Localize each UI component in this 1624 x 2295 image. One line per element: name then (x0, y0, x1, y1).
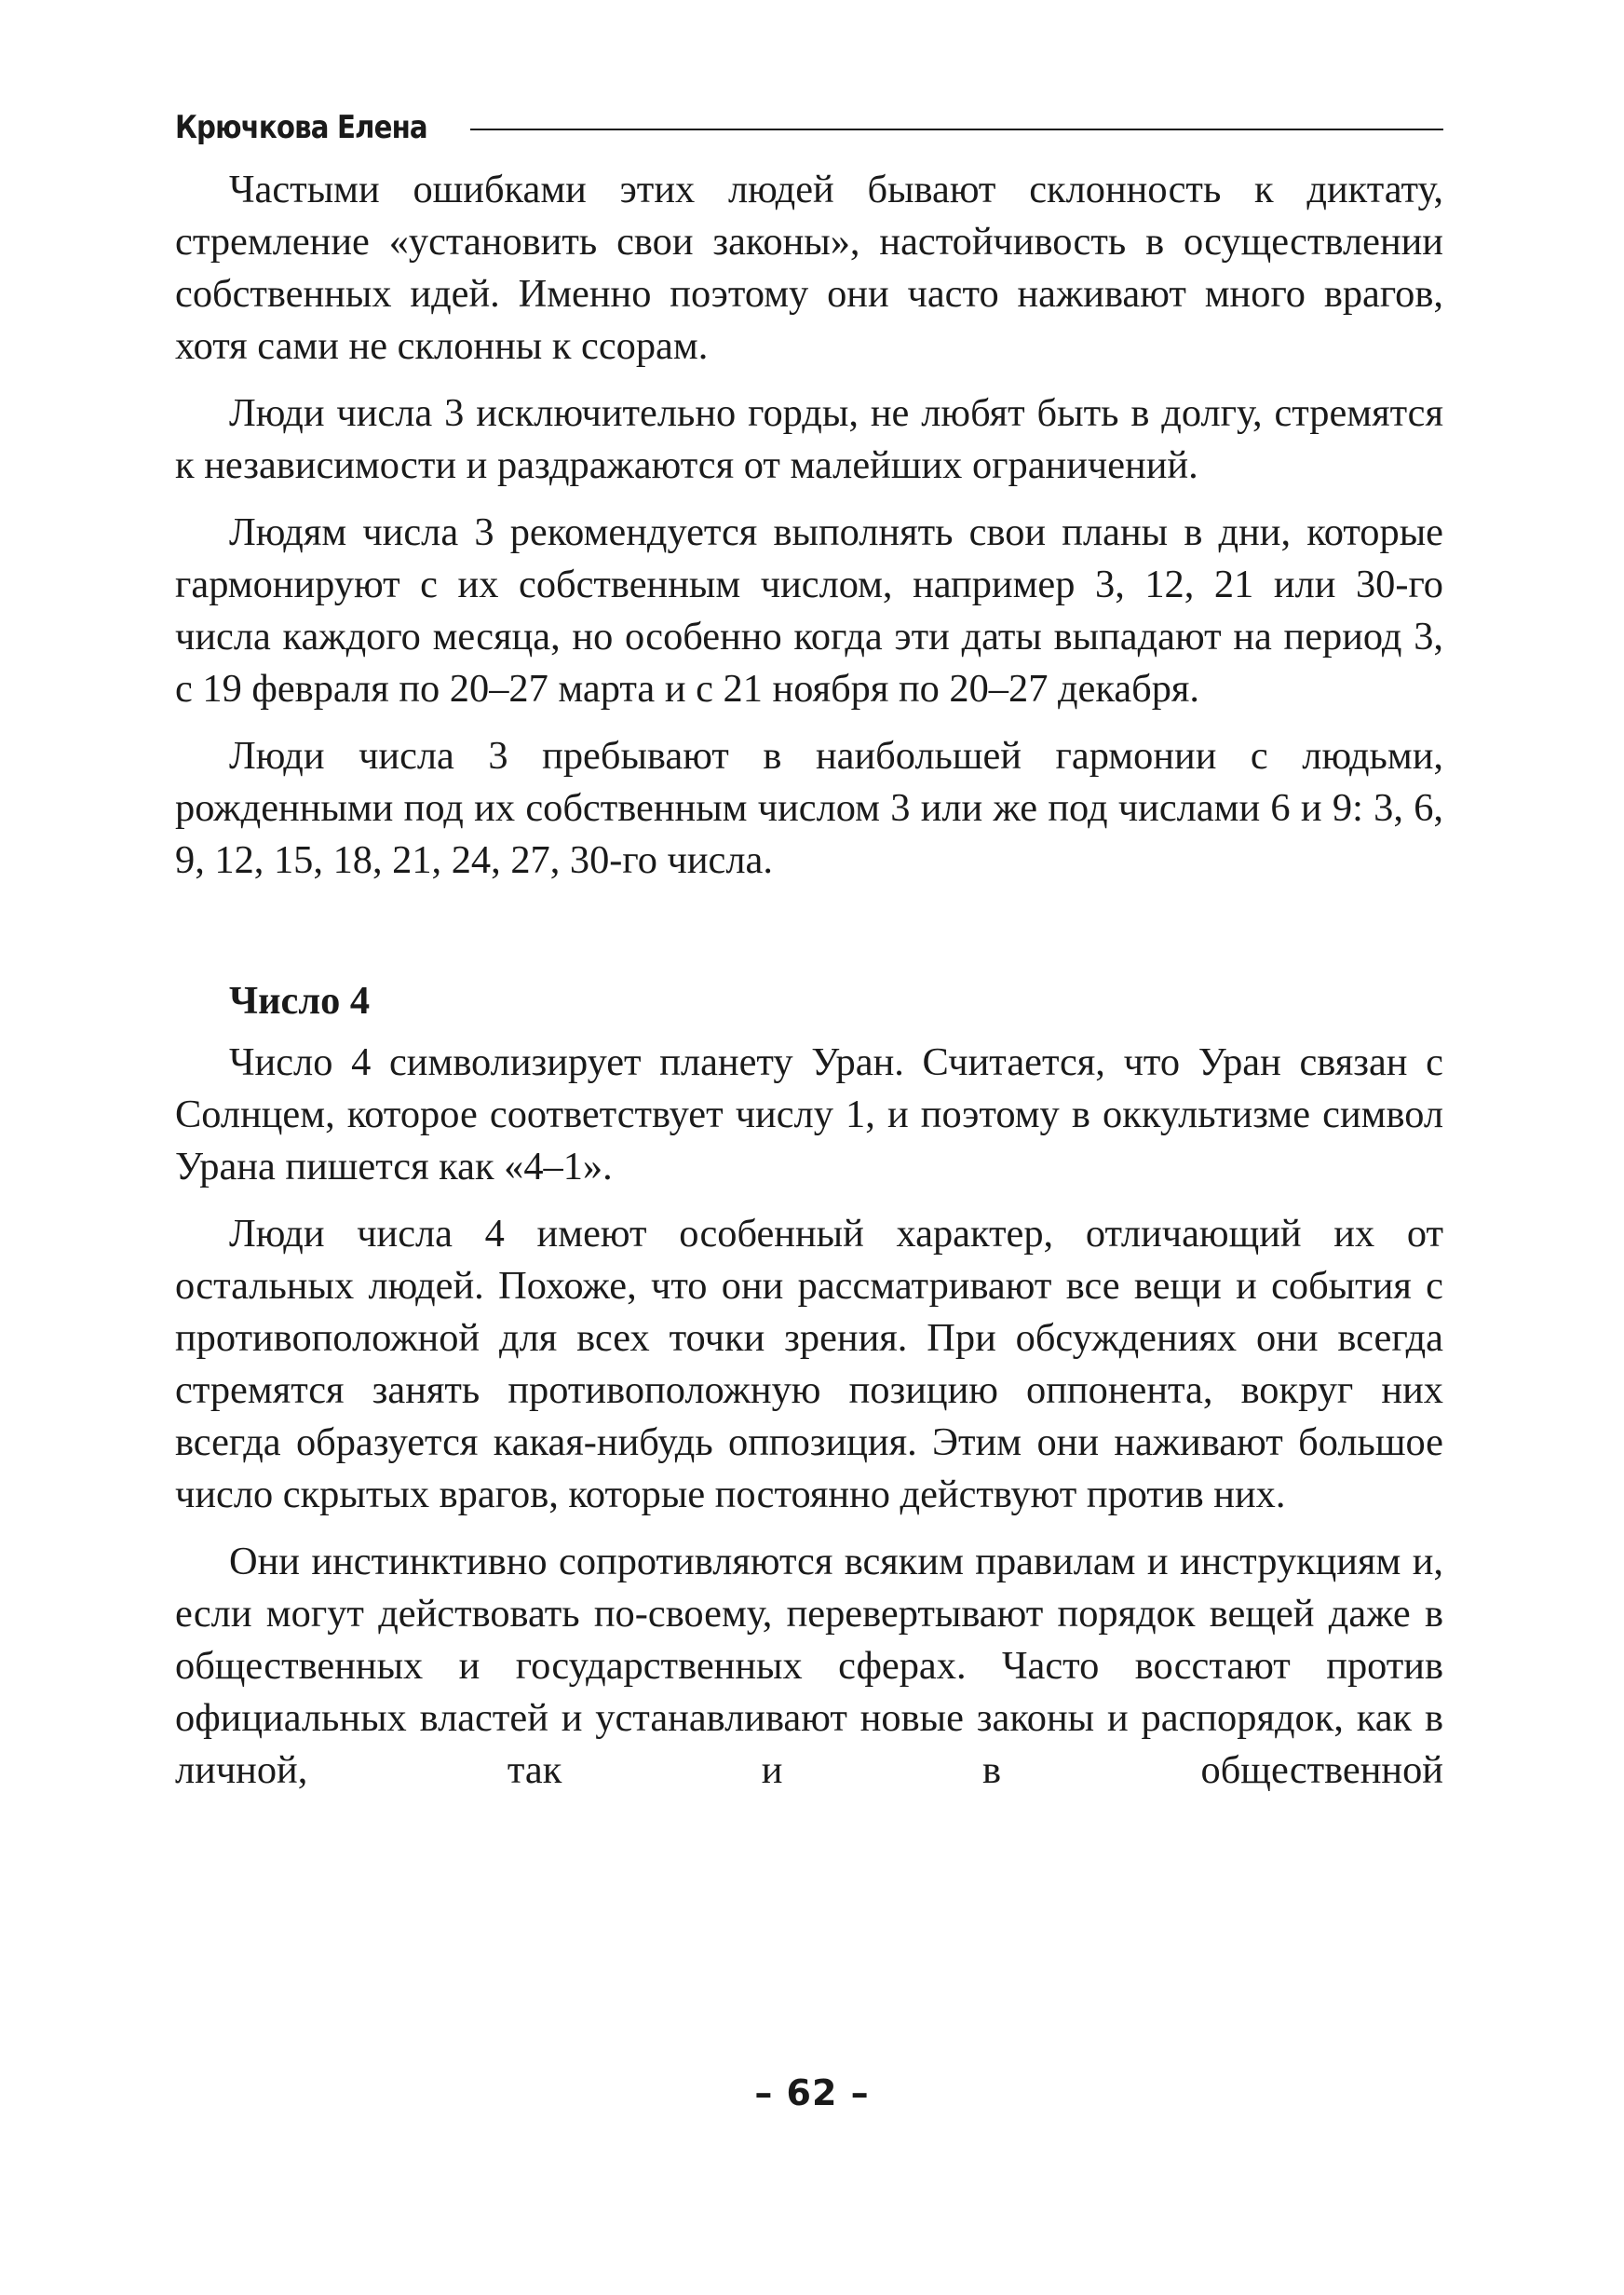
paragraph: Они инстинктивно сопротивляются всяким правилам и инструкциям и, если могут действовать по-своему, перевертывают порядок вещей даже в общественных и государственных сферах. Часто восстают против официальных властей и устанавливают новые законы и распорядок, как в личной, так и в общественной (175, 1540, 1443, 1792)
header-rule (470, 129, 1443, 130)
section-heading: Число 4 (229, 979, 371, 1023)
paragraph: Людям числа 3 рекомендуется выполнять свои планы в дни, которые гармонируют с их собственным числом, например 3, 12, 21 или 30-го числа каждого месяца, но особенно когда эти даты выпадают на период 3, с 19 февраля по 20–27 марта и с 21 ноября по 20–27 декабря. (175, 510, 1443, 711)
paragraph: Люди числа 4 имеют особенный характер, отличающий их от остальных людей. Похоже, что они рассматривают все вещи и события с противоположной для всех точки зрения. При обсуждениях они всегда стремятся занять противоположную позицию оппонента, вокруг них всегда образуется какая-нибудь оппозиция. Этим они наживают большое число скрытых врагов, которые постоянно действуют против них. (175, 1212, 1443, 1516)
paragraph: Частыми ошибками этих людей бывают склонность к диктату, стремление «установить свои законы», настойчивость в осуществлении собственных идей. Именно поэтому они часто наживают много врагов, хотя сами не склонны к ссорам. (175, 168, 1443, 368)
paragraph: Люди числа 3 исключительно горды, не любят быть в долгу, стремятся к независимости и раздражаются от малейших ограничений. (175, 391, 1443, 487)
page-body (175, 164, 1443, 1812)
paragraph: Люди числа 3 пребывают в наибольшей гармонии с людьми, рожденными под их собственным числом 3 или же под числами 6 и 9: 3, 6, 9, 12, 15, 18, 21, 24, 27, 30-го числа. (175, 734, 1443, 882)
author-name: Крючкова Елена (175, 109, 427, 146)
paragraph: Число 4 символизирует планету Уран. Считается, что Уран связан с Солнцем, которое соответствует числу 1, и поэтому в оккультизме символ Урана пишется как «4–1». (175, 1040, 1443, 1188)
page-number: – 62 – (754, 2072, 870, 2113)
running-header (175, 104, 1443, 151)
